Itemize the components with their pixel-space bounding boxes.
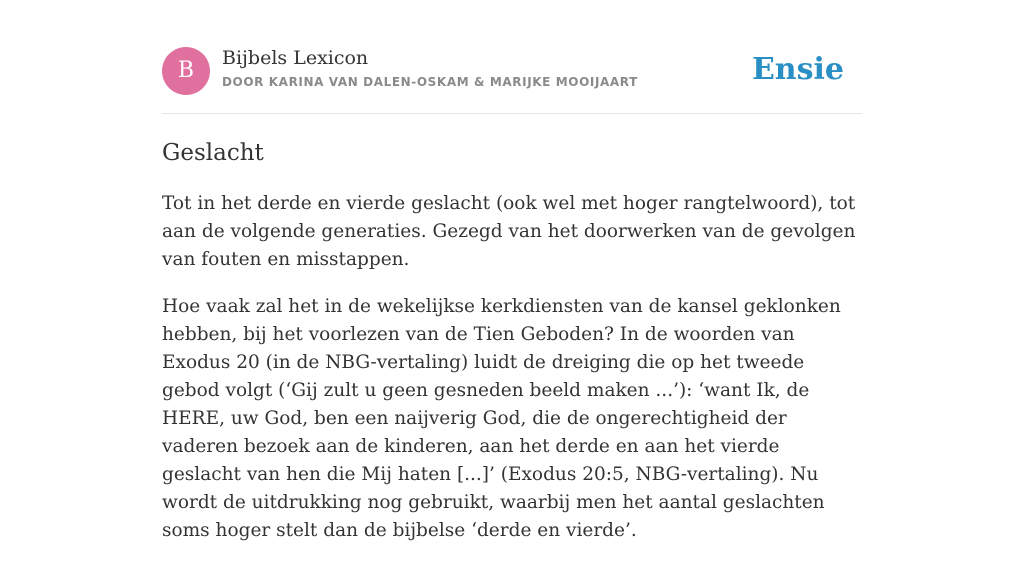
page-title: Geslacht <box>162 140 264 166</box>
brand-logo[interactable]: Ensie <box>751 52 844 87</box>
book-meta <box>222 45 638 91</box>
book-title[interactable]: Bijbels Lexicon <box>222 47 369 69</box>
page-container <box>162 0 862 541</box>
site-header <box>162 0 862 114</box>
book-authors: DOOR KARINA VAN DALEN-OSKAM & MARIJKE MOOIJAART <box>222 75 638 89</box>
article-paragraph-1: Tot in het derde en vierde geslacht (ook wel met hoger rangtelwoord), tot aan de volgende generaties. Gezegd van het doorwerken van de gevolgen van fouten en misstappen. <box>162 193 856 270</box>
avatar[interactable]: B <box>162 47 210 95</box>
article-body <box>162 190 862 564</box>
article-paragraph-2: Hoe vaak zal het in de wekelijkse kerkdiensten van de kansel geklonken hebben, bij het voorlezen van de Tien Geboden? In de woorden van Exodus 20 (in de NBG-vertaling) luidt de dreiging die op het tweede gebod volgt (‘Gij zult u geen gesneden beeld maken ...’): ‘want Ik, de HERE, uw God, ben een naijverig God, die de ongerechtigheid der vaderen bezoek aan de kinderen, aan het derde en aan het vierde geslacht van hen die Mij haten [...]’ (Exodus 20:5, NBG-vertaling). Nu wordt de uitdrukking nog gebruikt, waarbij men het aantal geslachten soms hoger stelt dan de bijbelse ‘derde en vierde’. <box>162 296 841 541</box>
